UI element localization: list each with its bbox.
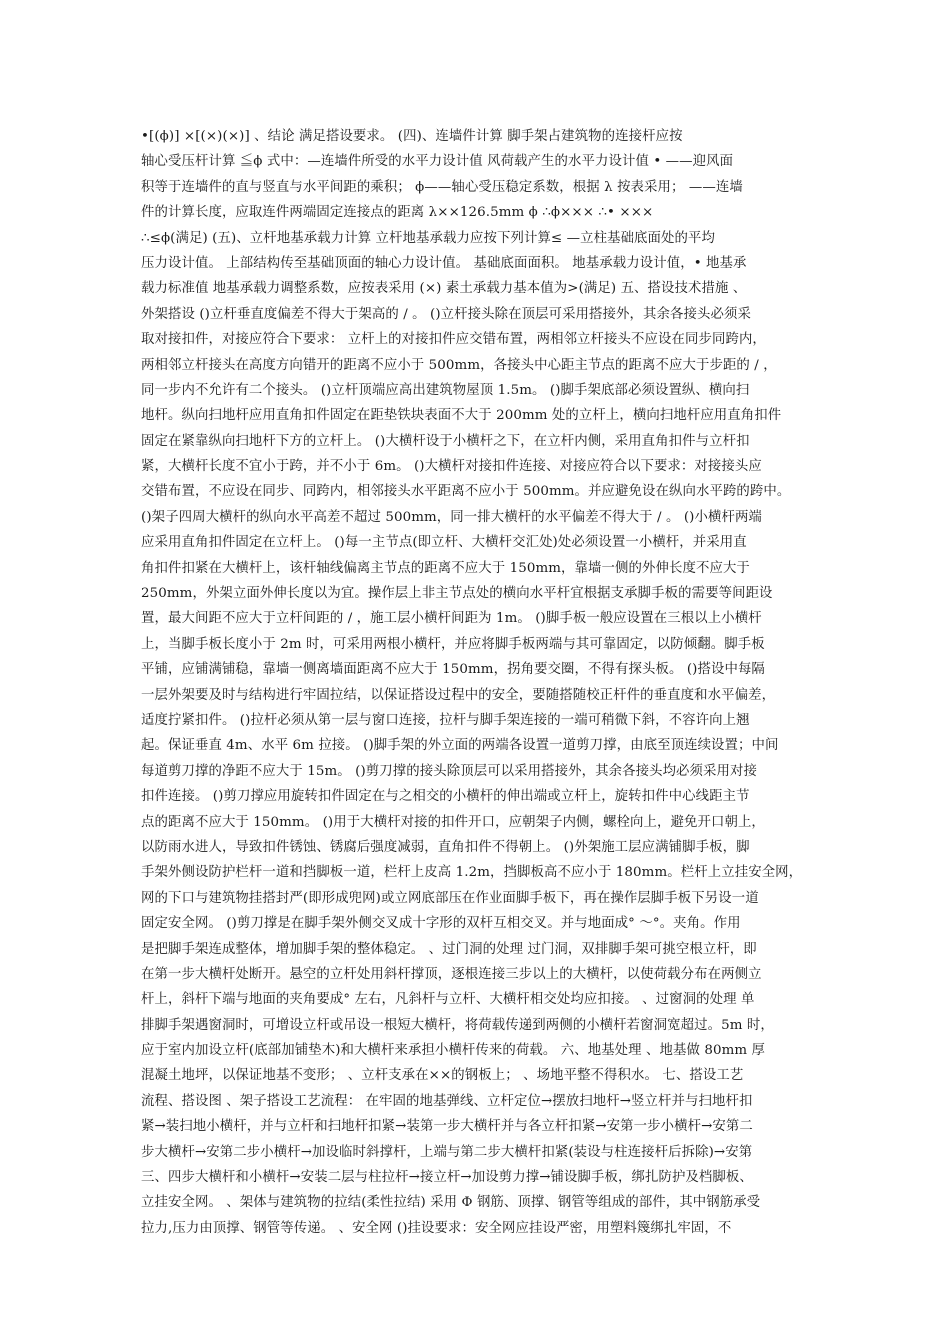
- text-line: 手架外侧设防护栏杆一道和挡脚板一道，栏杆上皮高 1.2m，挡脚板高不应小于 180mm。栏杆上立挂安全网，: [141, 865, 803, 881]
- text-line: ()架子四周大横杆的纵向水平高差不超过 500mm，同一排大横杆的水平偏差不得大于 / 。 ()小横杆两端: [141, 509, 762, 525]
- text-line: ∴≤ϕ(满足) (五)、立杆地基承载力计算 立杆地基承载力应按下列计算≤ —立柱基础底面处的平均: [141, 230, 716, 246]
- text-line: 是把脚手架连成整体，增加脚手架的整体稳定。 、过门洞的处理 过门洞，双排脚手架可挑空根立杆，即: [141, 941, 757, 957]
- text-line: 起。保证垂直 4m、水平 6m 拉接。 ()脚手架的外立面的两端各设置一道剪刀撑，由底至顶连续设置；中间: [141, 738, 779, 754]
- text-line: 固定在紧靠纵向扫地杆下方的立杆上。 ()大横杆设于小横杆之下，在立杆内侧，采用直角扣件与立杆扣: [141, 433, 750, 449]
- text-line: 步大横杆→安第二步小横杆→加设临时斜撑杆，上端与第二步大横杆扣紧(装设与柱连接杆后拆除)→安第: [141, 1144, 753, 1160]
- text-line: 流程、搭设图 、架子搭设工艺流程： 在牢固的地基弹线、立杆定位→摆放扫地杆→竖立杆并与扫地杆扣: [141, 1093, 753, 1109]
- text-line: 拉力,压力由顶撑、钢管等传递。 、安全网 ()挂设要求：安全网应挂设严密，用塑料篾绑扎牢固，不: [141, 1220, 732, 1236]
- text-line: 压力设计值。 上部结构传至基础顶面的轴心力设计值。 基础底面面积。 地基承载力设计值，• 地基承: [141, 255, 747, 271]
- text-line: 一层外架要及时与结构进行牢固拉结，以保证搭设过程中的安全，要随搭随校正杆件的垂直度和水平偏差，: [141, 687, 776, 703]
- text-line: •[(ϕ)] ×[(×)(×)] 、结论 满足搭设要求。 (四)、连墙件计算 脚手架占建筑物的连接杆应按: [141, 129, 683, 144]
- document-body-text: [141, 124, 811, 1241]
- text-line: 以防雨水进人，导致扣件锈蚀、锈腐后强度减弱，直角扣件不得朝上。 ()外架施工层应满铺脚手板，脚: [141, 839, 750, 855]
- text-line: 平铺，应铺满铺稳，靠墙一侧离墙面距离不应大于 150mm，拐角要交圈，不得有探头板。 ()搭设中每隔: [141, 662, 765, 678]
- text-line: 三、四步大横杆和小横杆→安装二层与柱拉杆→接立杆→加设剪力撑→铺设脚手板，绑扎防护及档脚板、: [141, 1170, 753, 1186]
- text-line: 取对接扣件，对接应符合下要求： 立杆上的对接扣件应交错布置，两相邻立杆接头不应设在同步同跨内，: [141, 332, 766, 348]
- text-line: 固定安全网。 ()剪刀撑是在脚手架外侧交叉成十字形的双杆互相交叉。并与地面成° ～°。夹角。作用: [141, 916, 741, 932]
- text-line: 立挂安全网。 、架体与建筑物的拉结(柔性拉结) 采用 Φ 钢筋、顶撑、钢管等组成的部件，其中钢筋承受: [141, 1195, 761, 1211]
- text-line: 积等于连墙件的直与竖直与水平间距的乘积； ϕ——轴心受压稳定系数，根据 λ 按表采用； ——连墙: [141, 179, 743, 195]
- text-line: 排脚手架遇窗洞时，可增设立杆或吊设一根短大横杆，将荷载传递到两侧的小横杆若窗洞宽超过。5m 时，: [141, 1017, 774, 1033]
- text-line: 应于室内加设立杆(底部加铺垫木)和大横杆来承担小横杆传来的荷载。 六、地基处理 、地基做 80mm 厚: [141, 1043, 766, 1059]
- text-line: 上，当脚手板长度小于 2m 时，可采用两根小横杆，并应将脚手板两端与其可靠固定，以防倾翻。脚手板: [141, 636, 765, 652]
- text-line: 适度拧紧扣件。 ()拉杆必须从第一层与窗口连接，拉杆与脚手架连接的一端可稍微下斜，不容许向上翘: [141, 712, 750, 728]
- text-line: 250mm，外架立面外伸长度以为宜。操作层上非主节点处的横向水平杆宜根据支承脚手板的需要等间距设: [141, 586, 773, 602]
- text-line: 扣件连接。 ()剪刀撑应用旋转扣件固定在与之相交的小横杆的伸出端或立杆上，旋转扣件中心线距主节: [141, 789, 750, 805]
- text-line: 角扣件扣紧在大横杆上，该杆轴线偏离主节点的距离不应大于 150mm，靠墙一侧的外伸长度不应大于: [141, 560, 750, 576]
- text-line: 载力标准值 地基承载力调整系数，应按表采用 (×) 素土承载力基本值为>(满足) 五、搭设技术措施 、: [141, 281, 747, 297]
- text-line: 地杆。纵向扫地杆应用直角扣件固定在距垫铁块表面不大于 200mm 处的立杆上，横向扫地杆应用直角扣件: [141, 408, 782, 424]
- text-line: 同一步内不允许有二个接头。 ()立杆顶端应高出建筑物屋顶 1.5m。 ()脚手架底部必须设置纵、横向扫: [141, 382, 750, 398]
- text-line: 两相邻立杆接头在高度方向错开的距离不应小于 500mm，各接头中心距主节点的距离不应大于步距的 / ，: [141, 357, 777, 373]
- text-line: 交错布置，不应设在同步、同跨内，相邻接头水平距离不应小于 500mm。并应避免设在纵向水平跨的跨中。: [141, 484, 791, 500]
- text-line: 应采用直角扣件固定在立杆上。 ()每一主节点(即立杆、大横杆交汇处)处必须设置一小横杆，并采用直: [141, 535, 747, 551]
- text-line: 轴心受压杆计算 ≦ϕ 式中：—连墙件所受的水平力设计值 风荷载产生的水平力设计值 • ——迎风面: [141, 154, 734, 170]
- text-line: 紧，大横杆长度不宜小于跨，并不小于 6m。 ()大横杆对接扣件连接、对接应符合以下要求：对接接头应: [141, 459, 762, 475]
- text-line: 外架搭设 ()立杆垂直度偏差不得大于架高的 / 。 ()立杆接头除在顶层可采用搭接外，其余各接头必须采: [141, 306, 751, 322]
- text-line: 在第一步大横杆处断开。悬空的立杆处用斜杆撑顶，逐根连接三步以上的大横杆，以使荷载分布在两侧立: [141, 966, 762, 982]
- text-line: 网的下口与建筑物挂搭封严(即形成兜网)或立网底部压在作业面脚手板下，再在操作层脚手板下另设一道: [141, 890, 759, 906]
- text-line: 件的计算长度，应取连件两端固定连接点的距离 λ××126.5mm ϕ ∴ϕ××× ∴• ×××: [141, 205, 654, 221]
- text-line: 杆上，斜杆下端与地面的夹角要成° 左右，凡斜杆与立杆、大横杆相交处均应扣接。 、过窗洞的处理 单: [141, 992, 755, 1008]
- text-line: 置，最大间距不应大于立杆间距的 / ，施工层小横杆间距为 1m。 ()脚手板一般应设置在三根以上小横杆: [141, 611, 762, 627]
- text-line: 点的距离不应大于 150mm。 ()用于大横杆对接的扣件开口，应朝架子内侧，螺栓向上，避免开口朝上，: [141, 814, 765, 830]
- text-line: 每道剪刀撑的净距不应大于 15m。 ()剪刀撑的接头除顶层可以采用搭接外，其余各接头均必须采用对接: [141, 763, 758, 779]
- text-line: 混凝土地坪，以保证地基不变形； 、立杆支承在××的钢板上； 、场地平整不得积水。 七、搭设工艺: [141, 1068, 744, 1084]
- text-line: 紧→装扫地小横杆，并与立杆和扫地杆扣紧→装第一步大横杆并与各立杆扣紧→安第一步小横杆→安第二: [141, 1119, 753, 1135]
